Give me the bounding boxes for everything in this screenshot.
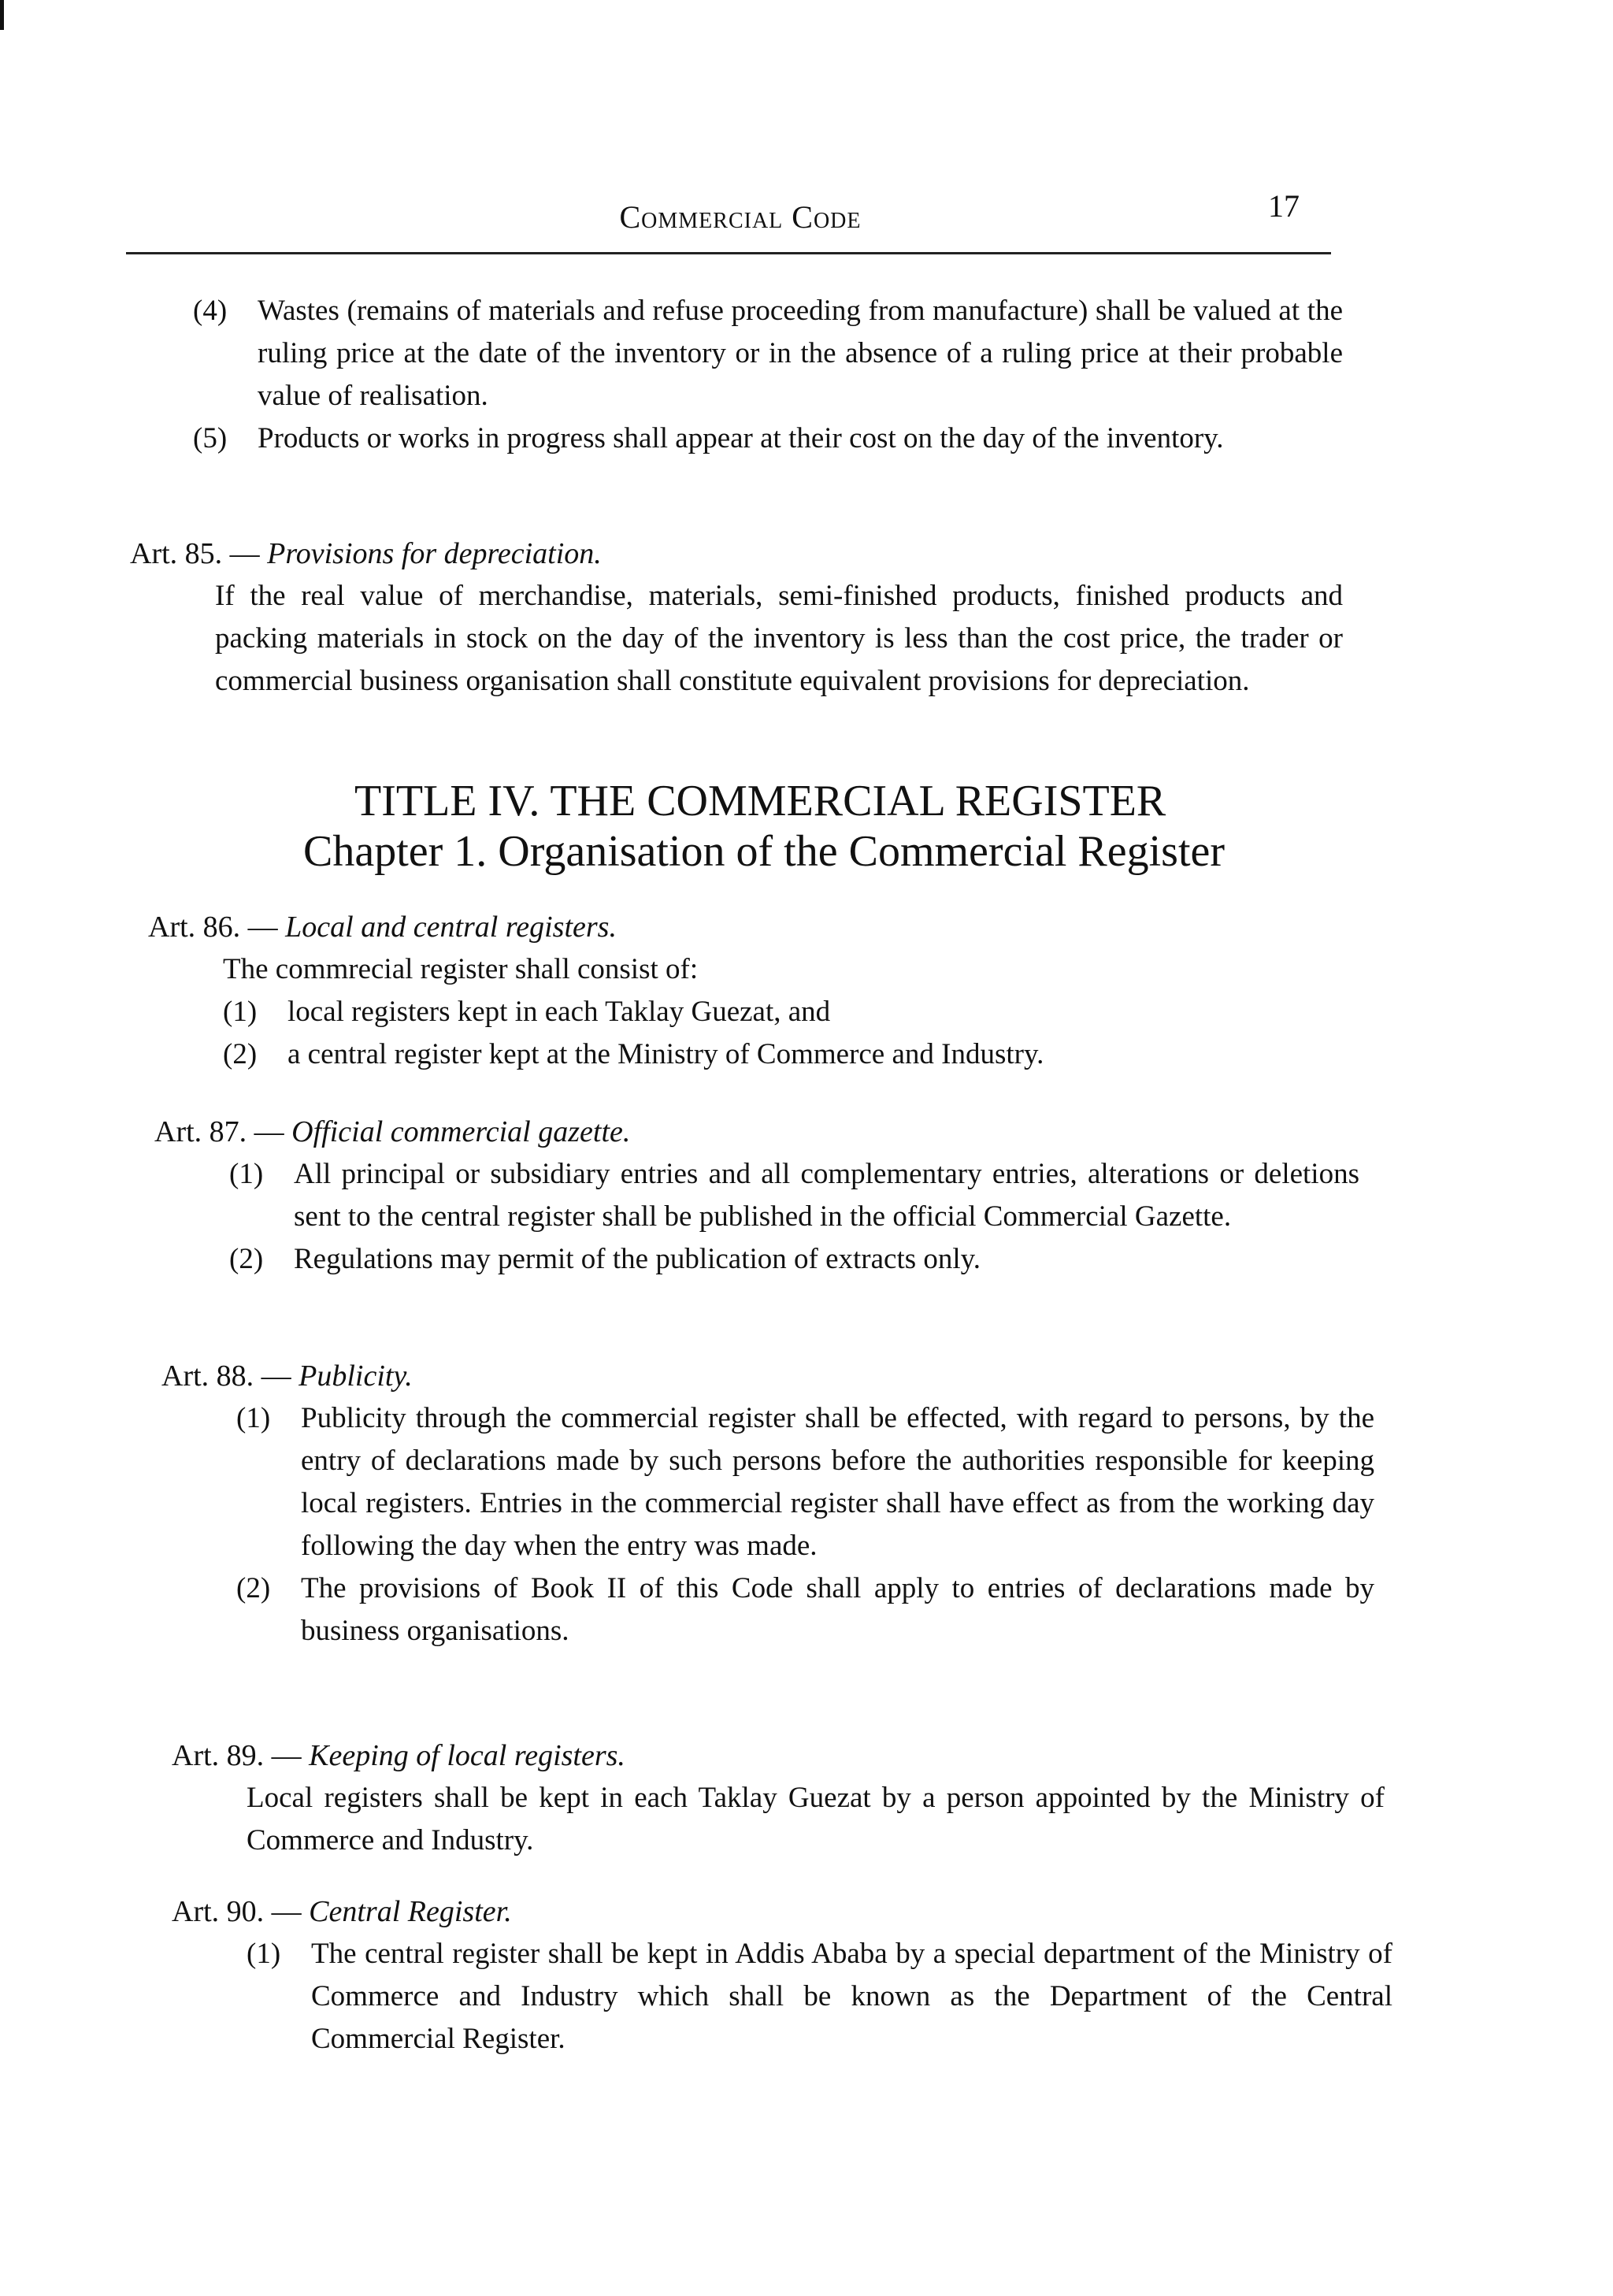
article-86 bbox=[148, 906, 1353, 1076]
article-89 bbox=[172, 1734, 1385, 1862]
article-87 bbox=[154, 1111, 1359, 1281]
page-number: 17 bbox=[1268, 188, 1300, 224]
list-item bbox=[223, 991, 1353, 1033]
article-text: Local registers shall be kept in each Taklay Guezat by a person appointed by the Ministry of Commerce and Industry. bbox=[247, 1782, 1385, 1856]
article-label: Art. 85. — bbox=[130, 537, 260, 570]
list-item bbox=[193, 290, 1343, 417]
article-label: Art. 89. — bbox=[172, 1739, 302, 1772]
article-heading bbox=[130, 532, 1343, 575]
item-text: The provisions of Book II of this Code shall apply to entries of declarations made by business organisations. bbox=[301, 1572, 1374, 1647]
list-item bbox=[223, 1033, 1353, 1076]
article-90 bbox=[172, 1890, 1392, 2060]
list-item bbox=[236, 1567, 1374, 1652]
article-items bbox=[161, 1397, 1374, 1652]
article-88 bbox=[161, 1355, 1374, 1652]
article-heading bbox=[148, 906, 1353, 948]
article-caption: Publicity. bbox=[298, 1359, 413, 1393]
article-text: If the real value of merchandise, materials, semi-finished products, finished products and packing materials in stock on the day of the inventory is less than the cost price, the trader or commercial business organisation shall constitute equivalent provisions for depreciation. bbox=[215, 580, 1343, 697]
item-number: (2) bbox=[223, 1038, 258, 1070]
item-text: The central register shall be kept in Addis Ababa by a special department of the Ministry of Commerce and Industry which shall be known as the Department of the Central Commercial Register. bbox=[311, 1938, 1392, 2055]
item-number: (1) bbox=[223, 996, 258, 1028]
item-text: Products or works in progress shall appear at their cost on the day of the inventory. bbox=[258, 422, 1224, 454]
item-number: (4) bbox=[193, 295, 228, 327]
title-block bbox=[236, 776, 1339, 877]
running-head: Commercial Code bbox=[619, 199, 862, 235]
article-heading bbox=[161, 1355, 1374, 1397]
item-number: (1) bbox=[229, 1158, 264, 1190]
title-heading: TITLE IV. THE COMMERCIAL REGISTER bbox=[354, 777, 1166, 825]
item-number: (5) bbox=[193, 422, 228, 454]
article-caption: Provisions for depreciation. bbox=[267, 537, 602, 570]
list-item bbox=[247, 1933, 1392, 2060]
item-number: (1) bbox=[247, 1938, 281, 1970]
header-rule bbox=[126, 252, 1331, 254]
intro-items bbox=[193, 290, 1343, 460]
article-intro: The commrecial register shall consist of: bbox=[223, 953, 699, 985]
item-text: a central register kept at the Ministry of Commerce and Industry. bbox=[287, 1038, 1044, 1070]
article-heading bbox=[172, 1734, 1385, 1777]
item-text: local registers kept in each Taklay Guezat, and bbox=[287, 996, 831, 1028]
article-caption: Central Register. bbox=[309, 1895, 512, 1928]
scan-edge-mark bbox=[0, 0, 4, 30]
list-item bbox=[236, 1397, 1374, 1567]
article-label: Art. 88. — bbox=[161, 1359, 291, 1393]
article-items bbox=[172, 1933, 1392, 2060]
article-heading bbox=[154, 1111, 1359, 1153]
item-text: Publicity through the commercial register shall be effected, with regard to persons, by the entry of declarations made by such persons before the authorities responsible for keeping local registers. Entries in the commercial register shall have effect as from the working day following the day when the entry was made. bbox=[301, 1402, 1374, 1562]
item-number: (1) bbox=[236, 1402, 271, 1434]
item-number: (2) bbox=[236, 1572, 271, 1604]
article-caption: Keeping of local registers. bbox=[309, 1739, 625, 1772]
list-item bbox=[229, 1238, 1359, 1281]
item-text: Regulations may permit of the publication of extracts only. bbox=[294, 1243, 981, 1275]
article-caption: Local and central registers. bbox=[285, 911, 617, 944]
article-items bbox=[148, 991, 1353, 1076]
article-label: Art. 90. — bbox=[172, 1895, 302, 1928]
article-heading bbox=[172, 1890, 1392, 1933]
article-label: Art. 87. — bbox=[154, 1115, 284, 1148]
article-label: Art. 86. — bbox=[148, 911, 278, 944]
list-item bbox=[193, 417, 1343, 460]
item-number: (2) bbox=[229, 1243, 264, 1275]
article-caption: Official commercial gazette. bbox=[291, 1115, 631, 1148]
article-85 bbox=[130, 532, 1343, 703]
item-text: Wastes (remains of materials and refuse proceeding from manufacture) shall be valued at the ruling price at the date of the inventory or in the absence of a ruling price at their probable value of realisation. bbox=[258, 295, 1343, 412]
list-item bbox=[229, 1153, 1359, 1238]
page-header bbox=[126, 187, 1331, 266]
item-text: All principal or subsidiary entries and all complementary entries, alterations or deletions sent to the central register shall be published in the official Commercial Gazette. bbox=[294, 1158, 1359, 1233]
chapter-heading: Chapter 1. Organisation of the Commercial Register bbox=[303, 827, 1226, 876]
article-items bbox=[154, 1153, 1359, 1281]
